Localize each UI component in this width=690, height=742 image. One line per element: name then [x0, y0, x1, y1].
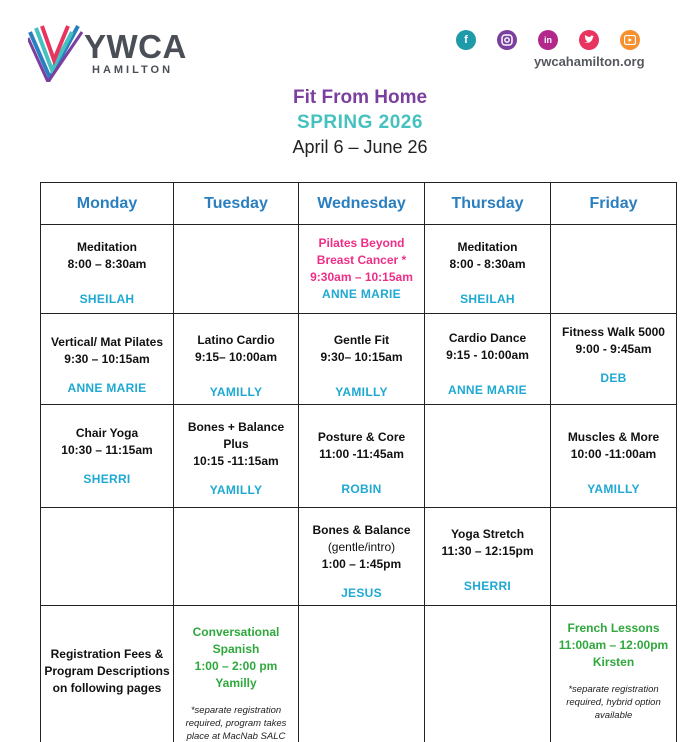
class-time: 9:00 - 9:45am — [575, 342, 652, 356]
day-header-tuesday: Tuesday — [174, 183, 299, 225]
day-header-thursday: Thursday — [425, 183, 551, 225]
class-name: Bones + Balance — [187, 420, 285, 434]
class-name: Meditation — [77, 240, 137, 254]
empty-cell — [41, 508, 174, 606]
class-time: 11:00 -11:45am — [319, 447, 404, 461]
schedule-row — [41, 606, 677, 742]
logo-wordmark: YWCA — [84, 28, 187, 65]
instructor-name: ANNE MARIE — [447, 383, 527, 397]
class-time: 9:30 – 10:15am — [64, 352, 150, 366]
instructor-name: SHERRI — [463, 579, 512, 593]
schedule-row — [41, 225, 677, 314]
class-time: 9:15 - 10:00am — [446, 348, 529, 362]
class-time: 10:00 -11:00am — [570, 447, 657, 461]
empty-cell — [551, 225, 677, 314]
instructor-name: YAMILLY — [209, 483, 263, 497]
class-time: 11:00am – 12:00pm — [558, 638, 669, 652]
class-cell — [174, 606, 299, 742]
class-cell — [41, 405, 174, 508]
class-cell — [299, 405, 425, 508]
page-title: Fit From Home — [292, 87, 428, 108]
instructor-name: ANNE MARIE — [67, 381, 147, 395]
twitter-icon[interactable] — [579, 30, 599, 50]
registration-note: required, program takes — [185, 718, 287, 729]
class-cell — [551, 405, 677, 508]
instructor-name: YAMILLY — [587, 482, 640, 496]
season-label: SPRING 2026 — [297, 112, 423, 133]
logo-location: HAMILTON — [92, 64, 174, 76]
class-name: Posture & Core — [317, 430, 406, 444]
class-name: Meditation — [457, 240, 518, 254]
instructor-name: YAMILLY — [209, 385, 263, 399]
instructor-name: Kirsten — [592, 655, 635, 669]
class-time: 9:15– 10:00am — [194, 350, 278, 364]
class-name: Yoga Stretch — [450, 527, 525, 541]
registration-note-line: on following pages — [52, 681, 162, 695]
empty-cell — [174, 225, 299, 314]
class-subtitle: (gentle/intro) — [327, 540, 396, 554]
instructor-name: Yamilly — [215, 676, 257, 690]
registration-note: available — [594, 710, 633, 721]
schedule-row — [41, 314, 677, 405]
class-cell — [174, 405, 299, 508]
registration-note: *separate registration — [190, 705, 282, 716]
class-time: 9:30– 10:15am — [320, 350, 403, 364]
class-name: Bones & Balance — [312, 523, 411, 537]
class-name: Cardio Dance — [448, 331, 527, 345]
class-time: 1:00 – 2:00 pm — [194, 659, 278, 673]
class-name: Chair Yoga — [75, 426, 139, 440]
class-name: Conversational Spanish — [192, 625, 280, 656]
registration-note-line: Program Descriptions — [44, 664, 170, 678]
title-block — [200, 86, 520, 159]
instructor-name: JESUS — [341, 586, 382, 600]
instagram-icon[interactable] — [497, 30, 517, 50]
empty-cell — [551, 508, 677, 606]
schedule-row — [41, 405, 677, 508]
day-header-wednesday: Wednesday — [299, 183, 425, 225]
class-cell — [551, 314, 677, 405]
class-cell — [299, 225, 425, 314]
instructor-name: ROBIN — [341, 482, 382, 496]
schedule-table — [40, 182, 677, 742]
class-cell — [41, 225, 174, 314]
ywca-chevron-icon — [28, 24, 84, 82]
registration-note-line: Registration Fees & — [50, 647, 164, 661]
schedule-row — [41, 508, 677, 606]
registration-note: required, hybrid option — [566, 697, 661, 708]
class-name: Gentle Fit — [333, 333, 390, 347]
class-name: Fitness Walk 5000 — [562, 325, 665, 339]
class-name: Vertical/ Mat Pilates — [50, 335, 164, 349]
day-header-monday: Monday — [41, 183, 174, 225]
empty-cell — [425, 405, 551, 508]
class-name-line2: Plus — [223, 437, 249, 451]
class-time: 11:30 – 12:15pm — [441, 544, 534, 558]
date-range: April 6 – June 26 — [292, 137, 428, 157]
class-time: 1:00 – 1:45pm — [321, 557, 402, 571]
class-cell — [41, 314, 174, 405]
instructor-name: SHERRI — [83, 472, 131, 486]
class-time: 10:30 – 11:15am — [61, 443, 153, 457]
class-cell — [174, 314, 299, 405]
social-links — [456, 30, 666, 52]
page-header — [0, 0, 690, 180]
linkedin-icon[interactable]: in — [538, 30, 558, 50]
class-cell — [551, 606, 677, 742]
instructor-name: SHEILAH — [79, 292, 135, 306]
class-cell — [425, 508, 551, 606]
class-time: 9:30am – 10:15am — [310, 270, 413, 284]
instructor-name: YAMILLY — [335, 385, 388, 399]
empty-cell — [299, 606, 425, 742]
registration-note: place at MacNab SALC — [186, 731, 286, 742]
class-name: French Lessons — [567, 621, 660, 635]
website-link[interactable]: ywcahamilton.org — [534, 54, 645, 69]
class-cell — [299, 508, 425, 606]
instructor-name: SHEILAH — [460, 292, 515, 306]
empty-cell — [174, 508, 299, 606]
registration-note: *separate registration — [568, 684, 659, 695]
day-header-friday: Friday — [551, 183, 677, 225]
class-time: 8:00 - 8:30am — [449, 257, 526, 271]
class-name: Muscles & More — [567, 430, 660, 444]
class-name: Pilates Beyond — [318, 236, 405, 250]
empty-cell — [425, 606, 551, 742]
youtube-icon[interactable] — [620, 30, 640, 50]
registration-note-cell — [41, 606, 174, 742]
ywca-logo[interactable] — [28, 24, 198, 84]
class-time: 8:00 – 8:30am — [67, 257, 147, 271]
class-cell — [425, 314, 551, 405]
class-cell — [299, 314, 425, 405]
instructor-name: ANNE MARIE — [321, 287, 401, 301]
class-time: 10:15 -11:15am — [193, 454, 279, 468]
class-cell — [425, 225, 551, 314]
instructor-name: DEB — [600, 371, 627, 385]
class-name: Latino Cardio — [197, 333, 275, 347]
facebook-icon[interactable]: f — [456, 30, 476, 50]
day-header-row — [41, 183, 677, 225]
class-name-line2: Breast Cancer * — [316, 253, 407, 267]
